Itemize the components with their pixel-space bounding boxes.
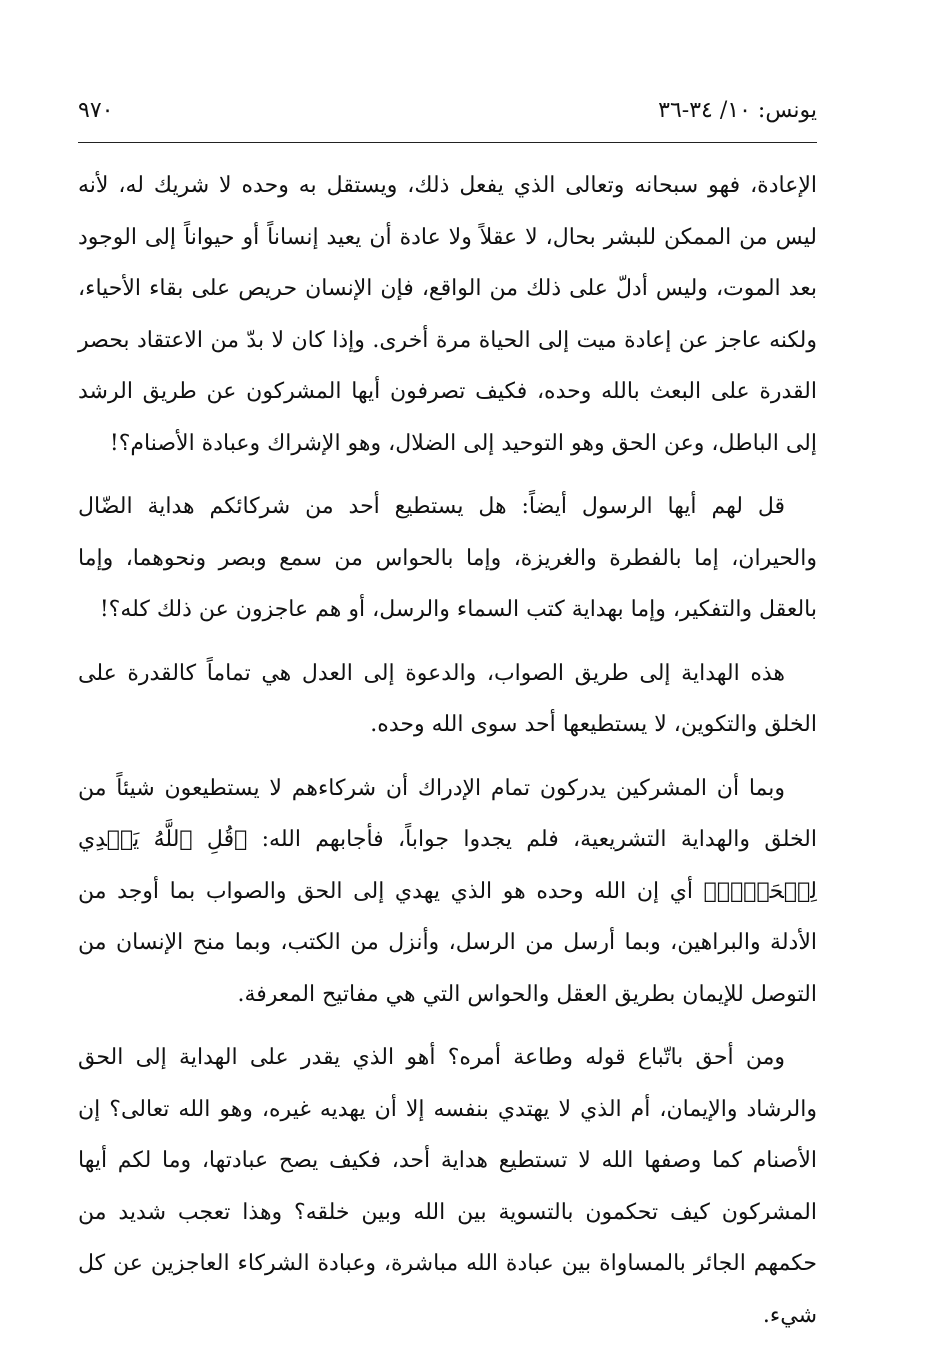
- page-number: ٩٧٠: [78, 98, 114, 123]
- header-divider: [78, 142, 817, 143]
- running-header: [78, 92, 817, 132]
- body-text: [78, 160, 817, 1353]
- paragraph: هذه الهداية إلى طريق الصواب، والدعوة إلى العدل هي تماماً كالقدرة على الخلق والتكوين، لا يستطيعها أحد سوى الله وحده.: [78, 660, 817, 737]
- chapter-verse-reference: يونس: ١٠/ ٣٤-٣٦: [658, 98, 817, 123]
- paragraph: الإعادة، فهو سبحانه وتعالى الذي يفعل ذلك، ويستقل به وحده لا شريك له، لأنه ليس من الممكن للبشر بحال، لا عقلاً ولا عادة أن يعيد إنساناً أو حيواناً إلى الوجود بعد الموت، وليس أدلّ على ذلك من الواقع، فإن الإنسان حريص على بقاء الأحياء، ولكنه عاجز عن إعادة ميت إلى الحياة مرة أخرى. وإذا كان لا بدّ من الاعتقاد بحصر القدرة على البعث بالله وحده، فكيف تصرفون أيها المشركون عن طريق الرشد إلى الباطل، وعن الحق وهو التوحيد إلى الضلال، وهو الإشراك وعبادة الأصنام؟!: [78, 173, 817, 456]
- paragraph: قل لهم أيها الرسول أيضاً: هل يستطيع أحد من شركائكم هداية الضّال والحيران، إما بالفطرة والغريزة، وإما بالحواس من سمع وبصر ونحوهما، وإما بالعقل والتفكير، وإما بهداية كتب السماء والرسل، أو هم عاجزون عن ذلك كله؟!: [78, 494, 817, 622]
- paragraph: ومن أحق باتّباع قوله وطاعة أمره؟ أهو الذي يقدر على الهداية إلى الحق والرشاد والإيمان، أم الذي لا يهتدي بنفسه إلا أن يهديه غيره، وهو الله تعالى؟ إن الأصنام كما وصفها الله لا تستطيع هداية أحد، فكيف يصح عبادتها، وما لكم أيها المشركون كيف تحكمون بالتسوية بين الله وبين خلقه؟ وهذا تعجب شديد من حكمهم الجائر بالمساواة بين عبادة الله مباشرة، وعبادة الشركاء العاجزين عن كل شيء.: [78, 1045, 817, 1328]
- paragraph: وبما أن المشركين يدركون تمام الإدراك أن شركاءهم لا يستطيعون شيئاً من الخلق والهداية التشريعية، فلم يجدوا جواباً، فأجابهم الله: ﴿قُلِ ٱللَّهُ يَهۡدِي لِلۡحَقِّۗ﴾ أي إن الله وحده هو الذي يهدي إلى الحق والصواب بما أوجد من الأدلة والبراهين، وبما أرسل من الرسل، وأنزل من الكتب، وبما منح الإنسان من التوصل للإيمان بطريق العقل والحواس التي هي مفاتيح المعرفة.: [78, 775, 818, 1007]
